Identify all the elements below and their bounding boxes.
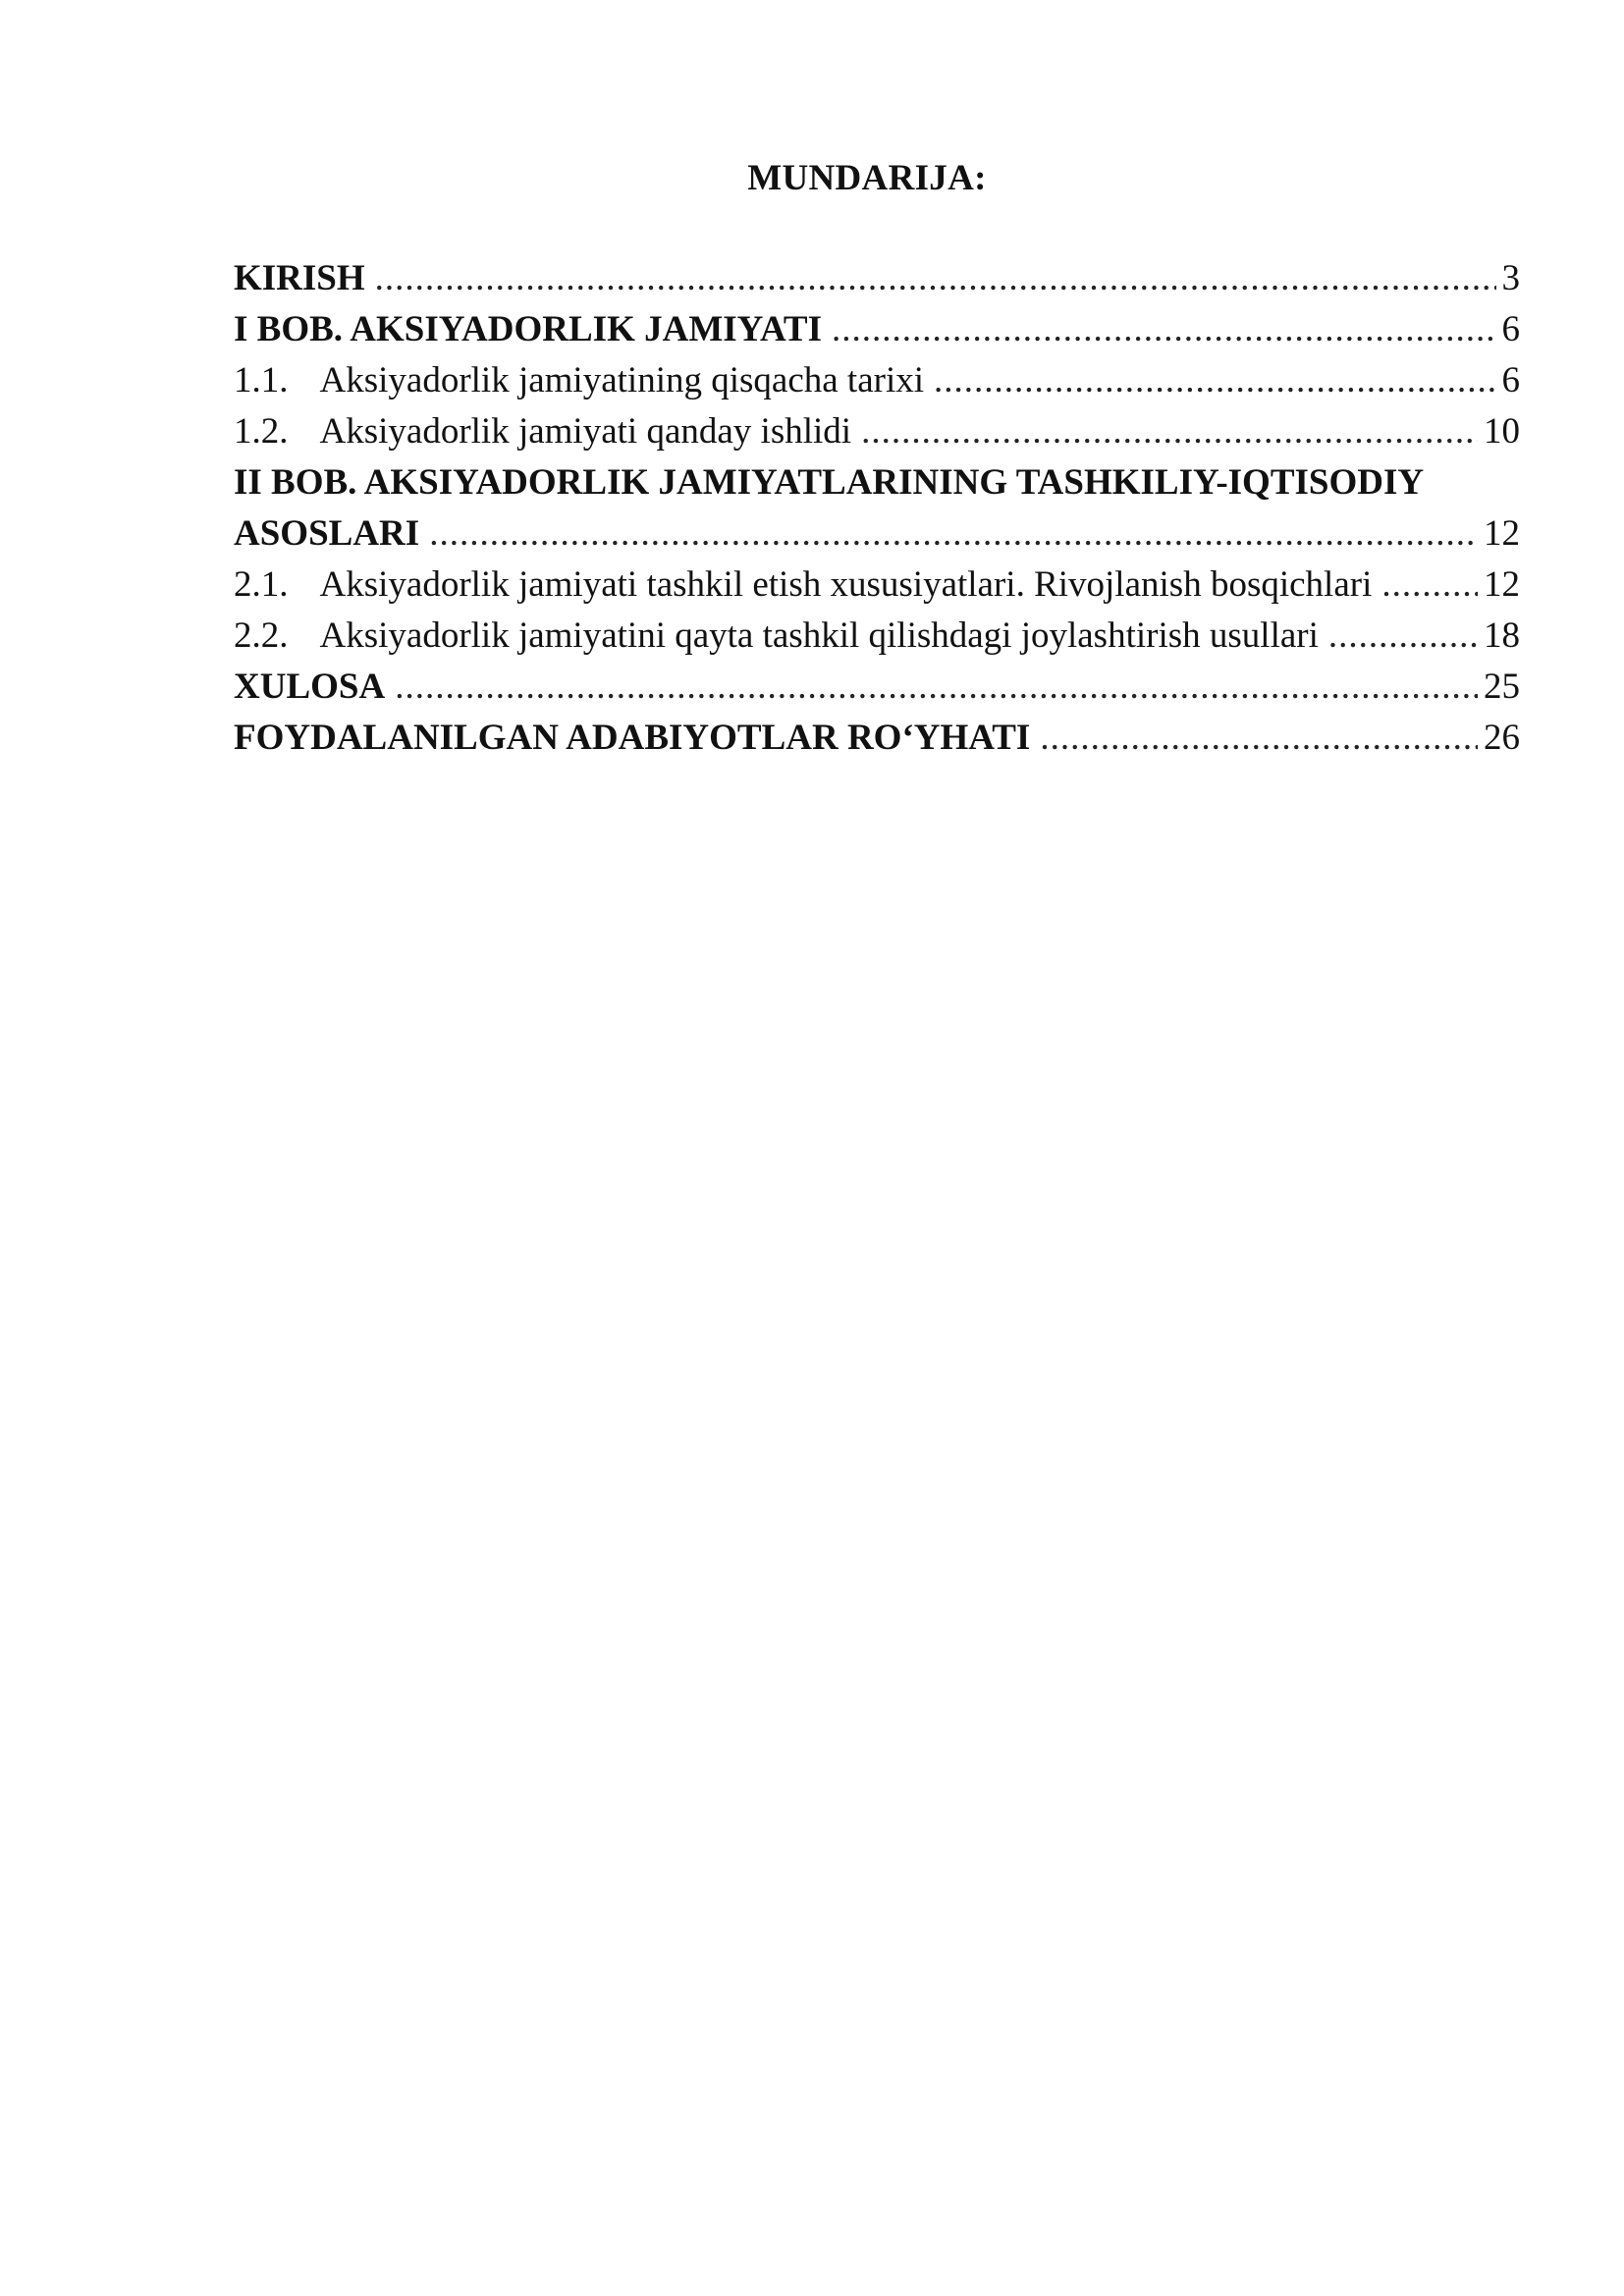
- page-title: MUNDARIJA:: [747, 158, 987, 198]
- toc-page-number: 6: [1501, 309, 1520, 349]
- toc-entry-kirish[interactable]: [234, 253, 1520, 304]
- toc-page-number: 12: [1484, 564, 1520, 605]
- toc-entry-2-1[interactable]: [234, 560, 1520, 611]
- toc-leader-dots: [375, 253, 1496, 304]
- toc-section-title: Aksiyadorlik jamiyatini qayta tashkil qilishdagi joylashtirish usullari: [319, 615, 1319, 656]
- toc-section-title: Aksiyadorlik jamiyati qanday ishlidi: [319, 411, 852, 452]
- toc-leader-dots: [1328, 611, 1478, 662]
- toc-section-title: Aksiyadorlik jamiyatining qisqacha tarixi: [319, 360, 925, 400]
- toc-entry-chapter-2-line1[interactable]: [234, 457, 1520, 508]
- toc-section-title: Aksiyadorlik jamiyati tashkil etish xususiyatlari. Rivojlanish bosqichlari: [319, 564, 1373, 605]
- toc-page-number: 6: [1501, 360, 1520, 400]
- toc-entry-label: KIRISH: [234, 258, 365, 298]
- toc-entry-1-2[interactable]: [234, 406, 1520, 457]
- toc-entry-chapter-1[interactable]: [234, 304, 1520, 355]
- toc-leader-dots: [934, 355, 1495, 406]
- toc-page-number: 3: [1501, 258, 1520, 298]
- toc-entry-label: ASOSLARI: [234, 513, 420, 554]
- toc-entry-2-2[interactable]: [234, 611, 1520, 662]
- toc-entry-1-1[interactable]: [234, 355, 1520, 406]
- toc-page-number: 10: [1484, 411, 1520, 452]
- toc-leader-dots: [1381, 560, 1478, 611]
- toc-entry-label: [234, 611, 1319, 662]
- toc-entry-label: XULOSA: [234, 667, 386, 707]
- toc-leader-dots: [395, 662, 1478, 713]
- toc-leader-dots: [1040, 713, 1478, 764]
- toc-page-number: 18: [1484, 615, 1520, 656]
- toc-leader-dots: [832, 304, 1495, 355]
- toc-section-number: 1.1.: [234, 360, 289, 400]
- toc-section-number: 2.2.: [234, 615, 289, 656]
- table-of-contents: [234, 253, 1520, 764]
- toc-section-number: 1.2.: [234, 411, 289, 452]
- toc-entry-label: I BOB. AKSIYADORLIK JAMIYATI: [234, 309, 823, 349]
- toc-entry-xulosa[interactable]: [234, 662, 1520, 713]
- toc-page-number: 25: [1484, 667, 1520, 707]
- toc-entry-chapter-2-line2[interactable]: [234, 508, 1520, 560]
- toc-section-number: 2.1.: [234, 564, 289, 605]
- toc-leader-dots: [429, 508, 1478, 560]
- toc-entry-label: [234, 406, 851, 457]
- toc-page-number: 12: [1484, 513, 1520, 554]
- toc-leader-dots: [861, 406, 1478, 457]
- toc-entry-label: II BOB. AKSIYADORLIK JAMIYATLARINING TASHKILIY-IQTISODIY: [234, 462, 1425, 503]
- toc-entry-references[interactable]: [234, 713, 1520, 764]
- toc-entry-label: [234, 560, 1372, 611]
- toc-page-number: 26: [1484, 718, 1520, 758]
- toc-entry-label: [234, 355, 924, 406]
- toc-entry-label: FOYDALANILGAN ADABIYOTLAR RO‘YHATI: [234, 718, 1031, 758]
